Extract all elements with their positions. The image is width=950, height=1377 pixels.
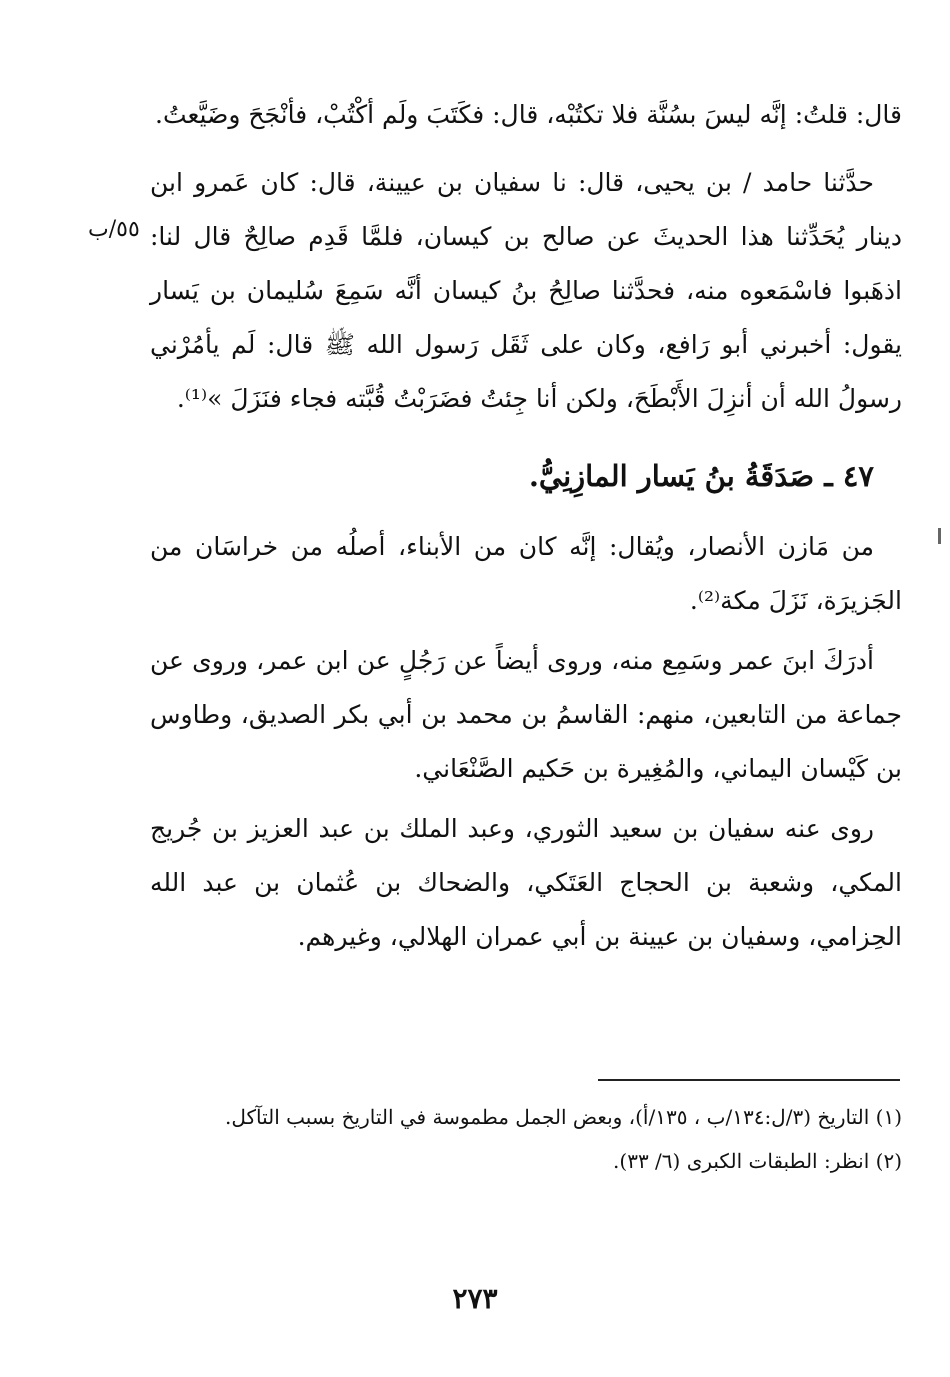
main-text bbox=[150, 88, 902, 964]
margin-folio-note: ٥٥/ب bbox=[88, 217, 140, 242]
scan-edge-mark bbox=[938, 528, 941, 544]
footnote-separator bbox=[598, 1079, 900, 1081]
paragraph-3: من مَازن الأنصار، ويُقال: إنَّه كان من الأبناء، أصلُه من خراسَان من الجَزيرَة، نَزَلَ مكة⁽²⁾. bbox=[150, 532, 902, 615]
footnote-1: (١) التاريخ (٣/ل:١٣٤/ب ، ١٣٥/أ)، وبعض الجمل مطموسة في التاريخ بسبب التآكل. bbox=[224, 1105, 902, 1129]
page-number: ٢٧٣ bbox=[452, 1282, 498, 1315]
paragraph-5: روى عنه سفيان بن سعيد الثوري، وعبد الملك بن عبد العزيز بن جُريج المكي، وشعبة بن الحجاج العَتَكي، والضحاك بن عُثمان بن عبد الله الحِزامي، وسفيان بن عيينة بن أبي عمران الهلالي، وغيرهم. bbox=[150, 814, 902, 951]
footnotes bbox=[150, 1098, 902, 1186]
section-heading: ٤٧ ـ صَدَقَةُ بنُ يَسار المازِنِيُّ. bbox=[528, 459, 874, 493]
paragraph-2: حدَّثنا حامد / بن يحيى، قال: نا سفيان بن عيينة، قال: كان عَمرو ابن دينار يُحَدِّثنا هذا الحديثَ عن صالح بن كيسان، فلمَّا قَدِم صالِحٌ قال لنا: اذهَبوا فاسْمَعوه منه، فحدَّثنا صالِحُ بنُ كيسان أنَّه سَمِعَ سُليمان بن يَسار يقول: أخبرني أبو رَافع، وكان على ثَقَل رَسول الله ﷺ قال: لَم يأمُرْني رسولُ الله أن أنزِلَ الأَبْطَحَ، ولكن أنا جِئتُ فضَرَبْتُ قُبَّته فجاء فنَزَلَ »⁽¹⁾. bbox=[150, 168, 902, 413]
paragraph-1: قال: قلتُ: إنَّه ليسَ بسُنَّة فلا تكتُبْه، قال: فكَتَبَ ولَم أكْتُبْ، فأنْجَحَ وضَيَّعتُ. bbox=[155, 100, 902, 129]
paragraph-4: أدرَكَ ابنَ عمر وسَمِع منه، وروى أيضاً عن رَجُلٍ عن ابن عمر، وروى عن جماعة من التابعين، منهم: القاسمُ بن محمد بن أبي بكر الصديق، وطاوس بن كَيْسان اليماني، والمُغِيرة بن حَكيم الصَّنْعَاني. bbox=[150, 646, 902, 783]
footnote-2: (٢) انظر: الطبقات الكبرى (٦/ ٣٣). bbox=[613, 1149, 902, 1173]
